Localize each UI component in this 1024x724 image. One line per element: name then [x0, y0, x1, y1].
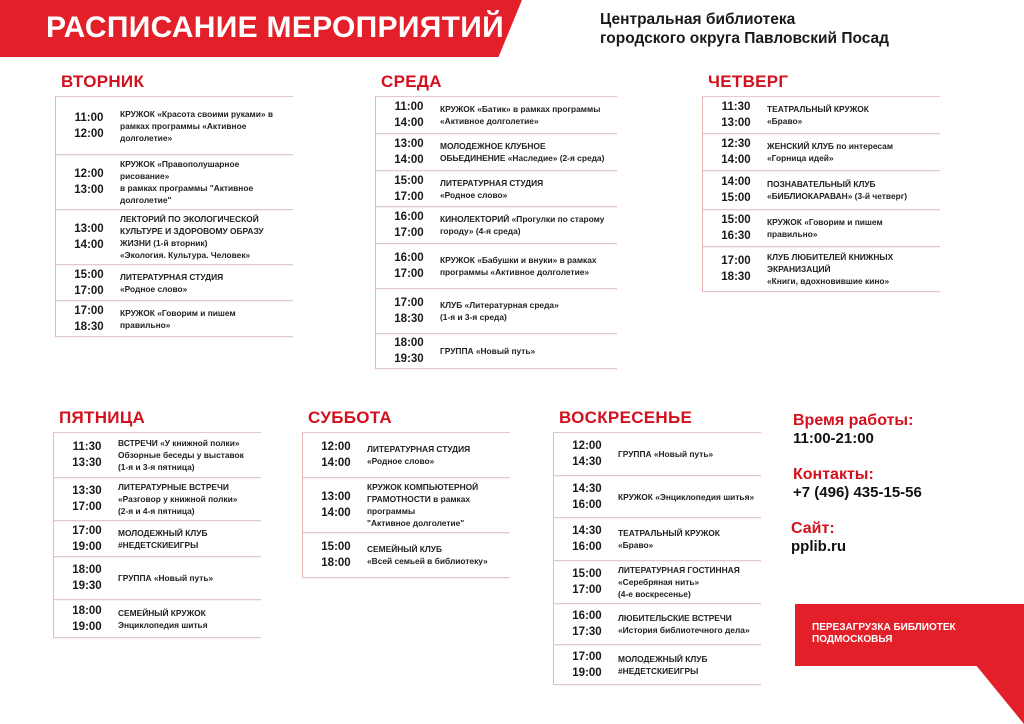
- event-description-line: ОБЬЕДИНЕНИЕ «Наследие» (2-я среда): [440, 153, 605, 163]
- event-description-line: правильно»: [120, 319, 171, 330]
- contacts: [793, 465, 922, 502]
- event-row: [56, 155, 293, 210]
- event-description: [118, 604, 212, 634]
- event-row: [54, 433, 261, 478]
- event-time-start: 12:00: [572, 440, 602, 452]
- event-time: [376, 136, 440, 168]
- event-description: [118, 478, 241, 520]
- event-description-line: (1-я и 3-я среда): [440, 312, 507, 322]
- organization-name: [600, 10, 889, 48]
- event-description: [440, 251, 601, 281]
- event-description-line: «Горница идей»: [767, 153, 834, 163]
- event-row: [54, 521, 261, 557]
- event-description-line: ГРУППА «Новый путь»: [618, 449, 714, 459]
- event-description-line: ГРУППА «Новый путь»: [440, 346, 536, 356]
- event-time: [56, 303, 120, 335]
- day-block-sunday: [553, 408, 761, 685]
- event-time-start: 12:30: [721, 138, 751, 150]
- event-description-line: «Экология. Культура. Человек»: [120, 250, 251, 260]
- website-link[interactable]: pplib.ru: [791, 538, 846, 555]
- event-time-end: 19:30: [394, 353, 424, 365]
- event-description: [767, 248, 897, 290]
- event-time-end: 17:00: [394, 190, 424, 203]
- event-description-line: ЛИТЕРАТУРНАЯ СТУДИЯ: [120, 271, 224, 282]
- event-row: [376, 134, 617, 171]
- event-description-line: правильно»: [767, 229, 818, 239]
- footer-banner-corner: [975, 664, 1024, 724]
- organization-name-line2: городского округа Павловский Посад: [600, 30, 889, 47]
- event-time-start: 17:00: [72, 524, 102, 537]
- event-description-line: КРУЖОК «Красота своими руками» в: [120, 108, 274, 119]
- event-time: [54, 603, 118, 635]
- event-time-end: 13:00: [74, 184, 104, 196]
- event-description-line: ГРАМОТНОСТИ в рамках программы: [367, 494, 471, 516]
- event-row: [303, 433, 510, 478]
- schedule-table: [702, 96, 940, 292]
- event-time: [303, 539, 367, 571]
- event-time: [703, 212, 767, 244]
- event-time: [376, 99, 440, 131]
- event-row: [56, 210, 293, 265]
- event-description: [440, 174, 547, 204]
- event-time-start: 15:00: [321, 541, 351, 553]
- footer-banner-line2: ПОДМОСКОВЬЯ: [812, 634, 893, 645]
- event-description-line: КУЛЬТУРЕ И ЗДОРОВОМУ ОБРАЗУ: [120, 226, 264, 236]
- event-time: [554, 566, 618, 598]
- footer-banner-line1: ПЕРЕЗАГРУЗКА БИБЛИОТЕК: [812, 622, 956, 633]
- event-description-line: Энциклопедия шитья: [118, 619, 208, 630]
- event-description-line: ЛИТЕРАТУРНЫЕ ВСТРЕЧИ: [118, 482, 229, 492]
- website-label: Сайт:: [791, 520, 835, 537]
- event-time-end: 16:00: [572, 541, 602, 553]
- event-description: [118, 569, 217, 587]
- event-time-end: 14:00: [721, 154, 751, 166]
- event-description-line: долголетие": [120, 195, 172, 205]
- event-row: [554, 476, 761, 518]
- event-time-start: 14:00: [721, 176, 751, 188]
- schedule-table: [53, 432, 261, 638]
- schedule-table: [302, 432, 510, 578]
- event-time-end: 17:00: [394, 268, 424, 280]
- event-description: [440, 296, 563, 326]
- website: [791, 519, 846, 556]
- event-description-line: КРУЖОК «Бабушки и внуки» в рамках: [440, 255, 597, 265]
- event-description-line: (1-я и 3-я пятница): [118, 462, 195, 472]
- event-description: [367, 440, 474, 470]
- footer-banner-text: [812, 622, 956, 646]
- event-row: [554, 604, 761, 645]
- event-row: [703, 171, 940, 210]
- event-time-end: 15:00: [721, 192, 751, 204]
- event-description: [120, 304, 240, 334]
- event-time: [376, 173, 440, 205]
- event-time: [376, 295, 440, 327]
- event-description: [367, 478, 510, 532]
- event-description: [440, 210, 608, 240]
- event-time-end: 18:00: [321, 557, 351, 569]
- event-row: [703, 134, 940, 171]
- event-description: [440, 100, 604, 130]
- event-time-end: 17:30: [572, 626, 602, 638]
- event-time: [554, 649, 618, 681]
- event-description-line: рисование»: [120, 171, 170, 181]
- event-description-line: «Родное слово»: [367, 456, 435, 466]
- event-description: [367, 540, 492, 570]
- event-time-end: 17:00: [572, 584, 602, 596]
- event-time-start: 18:00: [72, 564, 102, 576]
- event-row: [303, 533, 510, 578]
- organization-name-line1: Центральная библиотека: [600, 11, 796, 28]
- event-time-start: 13:00: [74, 223, 104, 235]
- event-time-start: 14:30: [572, 482, 602, 495]
- event-time-start: 13:00: [394, 138, 424, 150]
- event-time-end: 16:00: [572, 498, 602, 511]
- event-time-end: 17:00: [74, 284, 104, 297]
- event-time-end: 14:00: [321, 507, 351, 519]
- day-title: ВОСКРЕСЕНЬЕ: [559, 408, 693, 427]
- event-description-line: «Браво»: [618, 540, 654, 550]
- event-time-start: 11:30: [72, 441, 102, 453]
- event-time-start: 13:00: [321, 491, 351, 503]
- event-row: [303, 478, 510, 533]
- event-time-start: 13:30: [72, 485, 102, 497]
- event-description: [767, 213, 887, 243]
- event-time-start: 11:00: [74, 111, 104, 124]
- event-description-line: (4-е воскресенье): [618, 589, 691, 599]
- event-description: [618, 445, 717, 463]
- day-block-wednesday: [375, 72, 617, 369]
- event-description-line: ЛЕКТОРИЙ ПО ЭКОЛОГИЧЕСКОЙ: [120, 214, 259, 224]
- event-description-line: МОЛОДЕЖНЫЙ КЛУБ: [618, 653, 708, 664]
- event-time: [54, 439, 118, 471]
- event-description-line: «Книги, вдохновившие кино»: [767, 276, 890, 286]
- event-time-end: 17:00: [72, 501, 102, 513]
- working-hours-value: 11:00-21:00: [793, 430, 874, 447]
- event-time-start: 15:00: [572, 568, 602, 580]
- event-description: [767, 137, 897, 167]
- schedule-table: [55, 96, 293, 337]
- event-description-line: КРУЖОК КОМПЬЮТЕРНОЙ: [367, 482, 479, 492]
- event-row: [54, 478, 261, 521]
- contacts-phone[interactable]: +7 (496) 435-15-56: [793, 484, 922, 501]
- event-row: [54, 557, 261, 600]
- event-description-line: КРУЖОК «Энциклопедия шитья»: [618, 491, 755, 502]
- event-description-line: ВСТРЕЧИ «У книжной полки»: [118, 438, 240, 448]
- event-time-start: 16:00: [572, 610, 602, 622]
- event-time: [703, 253, 767, 285]
- event-row: [376, 334, 617, 369]
- event-description-line: «История библиотечного дела»: [618, 625, 750, 635]
- event-time: [56, 110, 120, 142]
- event-time-start: 17:00: [721, 255, 751, 267]
- event-description-line: в рамках программы "Активное: [120, 183, 254, 193]
- event-time-end: 17:00: [394, 227, 424, 239]
- event-description-line: ЛИТЕРАТУРНАЯ СТУДИЯ: [440, 177, 544, 188]
- event-time-end: 19:00: [72, 540, 102, 553]
- event-row: [376, 244, 617, 289]
- event-time: [554, 608, 618, 640]
- event-description-line: «БИБЛИОКАРАВАН» (3-й четверг): [767, 191, 907, 201]
- event-time: [376, 250, 440, 282]
- day-block-friday: [53, 408, 261, 638]
- schedule-table: [375, 96, 617, 369]
- working-hours: [793, 411, 913, 448]
- event-time: [554, 523, 618, 555]
- event-description: [618, 488, 758, 506]
- contacts-label: Контакты:: [793, 466, 874, 483]
- event-time-end: 12:00: [74, 127, 104, 140]
- schedule-table: [553, 432, 761, 685]
- event-description: [767, 175, 911, 205]
- event-description-line: #НЕДЕТСКИЕИГРЫ: [118, 539, 199, 550]
- event-description: [120, 210, 268, 264]
- event-time: [303, 489, 367, 521]
- event-time: [54, 562, 118, 594]
- event-description-line: ЛИТЕРАТУРНАЯ ГОСТИННАЯ: [618, 565, 740, 575]
- event-description: [440, 342, 539, 360]
- event-time: [303, 439, 367, 471]
- event-description-line: ТЕАТРАЛЬНЫЙ КРУЖОК: [618, 528, 720, 538]
- event-time: [703, 136, 767, 168]
- event-description-line: «Родное слово»: [120, 283, 188, 294]
- event-description: [118, 524, 212, 554]
- event-time: [376, 335, 440, 367]
- event-time-start: 12:00: [321, 441, 351, 453]
- event-description-line: "Активное долголетие": [367, 518, 465, 528]
- event-row: [54, 600, 261, 638]
- event-row: [703, 210, 940, 247]
- event-description-line: КЛУБ «Литературная среда»: [440, 300, 559, 310]
- day-title: СУББОТА: [308, 408, 392, 427]
- event-description: [618, 524, 724, 554]
- event-description-line: МОЛОДЕЖНОЕ КЛУБНОЕ: [440, 141, 546, 151]
- event-time: [376, 209, 440, 241]
- event-row: [554, 561, 761, 604]
- day-title: ЧЕТВЕРГ: [708, 72, 789, 91]
- day-block-saturday: [302, 408, 510, 578]
- event-description-line: КИНОЛЕКТОРИЙ «Прогулки по старому: [440, 214, 605, 224]
- event-time-end: 19:00: [72, 620, 102, 633]
- event-description-line: «Всей семьей в библиотеку»: [367, 556, 488, 566]
- event-time-start: 18:00: [72, 604, 102, 617]
- event-row: [554, 645, 761, 685]
- event-time: [54, 523, 118, 555]
- event-time-start: 17:00: [74, 304, 104, 317]
- event-description-line: ЖЕНСКИЙ КЛУБ по интересам: [767, 141, 894, 151]
- event-description-line: КРУЖОК «Говорим и пишем: [120, 307, 236, 318]
- event-time-end: 18:30: [394, 313, 424, 325]
- event-time-end: 13:00: [721, 117, 751, 129]
- event-description: [618, 561, 744, 603]
- event-row: [56, 265, 293, 301]
- event-row: [56, 97, 293, 155]
- event-description-line: ЛЮБИТЕЛЬСКИЕ ВСТРЕЧИ: [618, 613, 732, 623]
- event-time-start: 15:00: [721, 214, 751, 226]
- event-row: [376, 171, 617, 207]
- event-description-line: КРУЖОК «Правополушарное: [120, 159, 240, 169]
- event-description-line: КРУЖОК «Батик» в рамках программы: [440, 104, 601, 114]
- event-time: [56, 166, 120, 198]
- event-time-end: 14:00: [394, 154, 424, 166]
- event-time-end: 19:00: [572, 666, 602, 679]
- event-row: [56, 301, 293, 337]
- event-description-line: «Разговор у книжной полки»: [118, 494, 238, 504]
- event-description-line: КЛУБ ЛЮБИТЕЛЕЙ КНИЖНЫХ: [767, 252, 894, 262]
- event-time-start: 11:30: [721, 101, 751, 113]
- event-description-line: Обзорные беседы у выставок: [118, 450, 244, 460]
- event-description: [120, 268, 227, 298]
- event-description-line: рамках программы «Активное: [120, 120, 247, 131]
- event-time: [554, 438, 618, 470]
- event-description: [120, 155, 257, 209]
- day-title: ПЯТНИЦА: [59, 408, 146, 427]
- event-time-end: 14:00: [321, 457, 351, 469]
- event-description-line: СЕМЕЙНЫЙ КРУЖОК: [118, 607, 206, 618]
- event-row: [376, 207, 617, 244]
- day-block-tuesday: [55, 72, 293, 337]
- event-time-start: 17:00: [572, 650, 602, 663]
- event-time-end: 18:30: [721, 271, 751, 283]
- event-description: [118, 434, 248, 476]
- event-description: [618, 609, 754, 639]
- event-description-line: ПОЗНАВАТЕЛЬНЫЙ КЛУБ: [767, 179, 876, 189]
- event-description-line: «Серебряная нить»: [618, 577, 700, 587]
- event-description: [440, 137, 608, 167]
- event-description: [767, 100, 873, 130]
- event-description-line: долголетие»: [120, 132, 173, 143]
- event-description-line: #НЕДЕТСКИЕИГРЫ: [618, 665, 699, 676]
- event-time-end: 14:00: [394, 117, 424, 129]
- event-time-start: 12:00: [74, 168, 104, 180]
- event-description: [618, 650, 712, 680]
- event-description-line: ЭКРАНИЗАЦИЙ: [767, 264, 831, 274]
- event-description-line: «Активное долголетие»: [440, 116, 539, 126]
- event-row: [703, 247, 940, 292]
- event-time: [703, 99, 767, 131]
- event-time: [54, 483, 118, 515]
- event-time-end: 13:30: [72, 457, 102, 469]
- event-time-start: 15:00: [74, 268, 104, 281]
- event-description-line: «Браво»: [767, 116, 803, 126]
- event-time: [703, 174, 767, 206]
- event-time: [56, 221, 120, 253]
- event-row: [554, 433, 761, 476]
- page-title: РАСПИСАНИЕ МЕРОПРИЯТИЙ: [46, 11, 504, 44]
- event-description-line: «Родное слово»: [440, 189, 508, 200]
- event-time-end: 14:00: [74, 239, 104, 251]
- event-description-line: ГРУППА «Новый путь»: [118, 573, 214, 583]
- day-title: ВТОРНИК: [61, 72, 145, 91]
- day-block-thursday: [702, 72, 940, 292]
- event-time-start: 18:00: [394, 337, 424, 349]
- event-row: [554, 518, 761, 561]
- event-time-start: 17:00: [394, 297, 424, 309]
- day-title: СРЕДА: [381, 72, 442, 91]
- event-time-start: 16:00: [394, 252, 424, 264]
- event-time-end: 19:30: [72, 580, 102, 592]
- event-time: [56, 267, 120, 299]
- event-time-end: 16:30: [721, 230, 751, 242]
- event-description-line: городу» (4-я среда): [440, 226, 521, 236]
- event-time-end: 14:30: [572, 456, 602, 468]
- event-time: [554, 481, 618, 513]
- event-description-line: МОЛОДЕЖНЫЙ КЛУБ: [118, 527, 208, 538]
- event-description-line: ЛИТЕРАТУРНАЯ СТУДИЯ: [367, 444, 471, 454]
- event-description-line: ЖИЗНИ (1-й вторник): [120, 238, 208, 248]
- event-description-line: ТЕАТРАЛЬНЫЙ КРУЖОК: [767, 104, 869, 114]
- event-row: [703, 97, 940, 134]
- event-description-line: программы «Активное долголетие»: [440, 267, 590, 277]
- event-time-start: 16:00: [394, 211, 424, 223]
- event-description-line: СЕМЕЙНЫЙ КЛУБ: [367, 544, 443, 554]
- event-time-start: 14:30: [572, 525, 602, 537]
- event-description-line: КРУЖОК «Говорим и пишем: [767, 217, 883, 227]
- event-row: [376, 289, 617, 334]
- event-row: [376, 97, 617, 134]
- event-time-start: 11:00: [394, 101, 424, 113]
- event-description: [120, 105, 277, 147]
- event-time-start: 15:00: [394, 174, 424, 187]
- event-description-line: (2-я и 4-я пятница): [118, 506, 195, 516]
- event-time-end: 18:30: [74, 320, 104, 333]
- working-hours-label: Время работы:: [793, 412, 914, 429]
